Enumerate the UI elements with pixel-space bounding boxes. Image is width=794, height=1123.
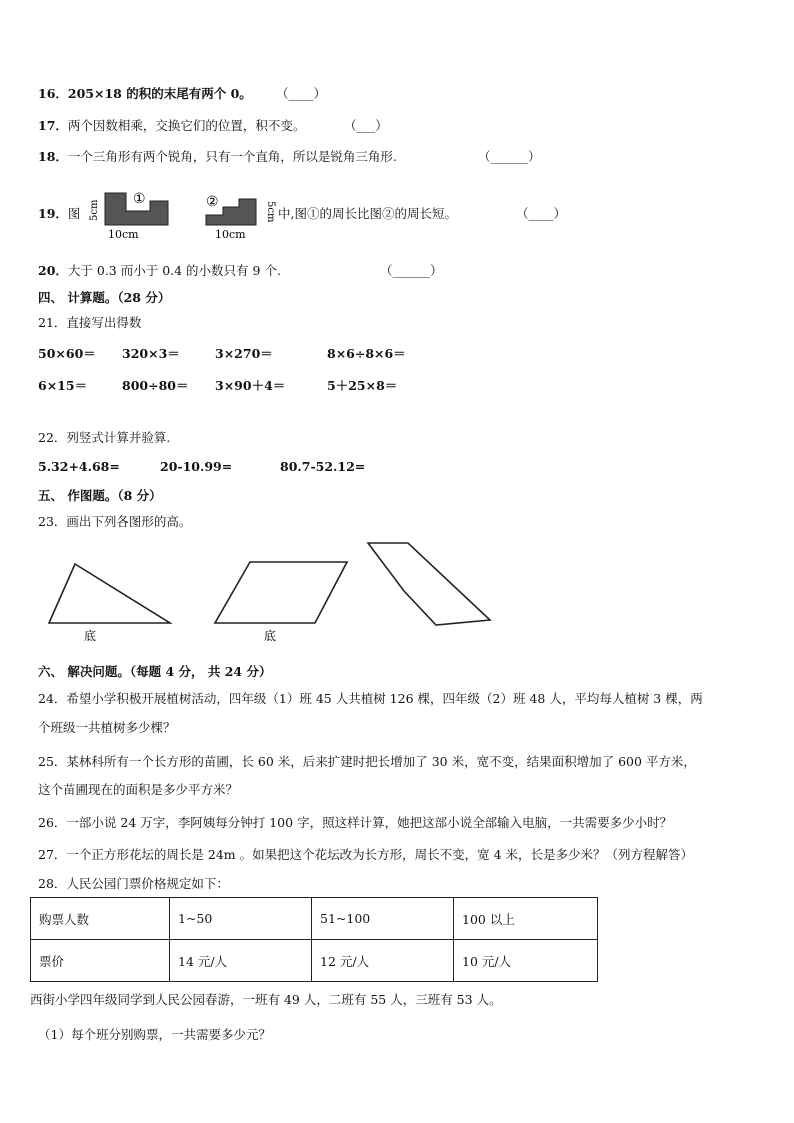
question-number: 17．: [38, 118, 68, 133]
calc-item: 3×90＋4＝: [215, 378, 286, 393]
figure-1-side-label: 5cm: [89, 199, 100, 221]
figure-2: [198, 183, 288, 243]
question-text: 205×18 的积的末尾有两个 0。: [67, 86, 252, 101]
table-cell: 100 以上: [454, 898, 598, 940]
table-cell: 10 元/人: [454, 940, 598, 982]
parallelogram-base-label: 底: [264, 629, 277, 643]
question-number: 19．: [38, 206, 68, 221]
question-number: 16．: [38, 86, 68, 101]
section-5-title: 五、 作图题。（8 分）: [38, 488, 162, 503]
vertical-calc-item: 5.32+4.68=: [38, 459, 120, 474]
table-cell: 购票人数: [31, 898, 170, 940]
question-28-title: 28．人民公园门票价格规定如下：: [38, 876, 229, 891]
table-cell: 14 元/人: [170, 940, 312, 982]
question-18: [38, 147, 397, 165]
figure-2-label: ②: [206, 194, 219, 210]
question-26: 26．一部小说 24 万字，李阿姨每分钟打 100 字，照这样计算，她把这部小说全部输入电脑，一共需要多少小时？: [38, 815, 673, 830]
question-number: 20．: [38, 263, 68, 278]
table-cell: 票价: [31, 940, 170, 982]
figure-2-bottom-label: 10cm: [215, 228, 246, 241]
table-cell: 51~100: [312, 898, 454, 940]
answer-blank-17[interactable]: （___）: [344, 118, 388, 133]
question-19: [38, 204, 80, 222]
question-25-line2: 这个苗圃现在的面积是多少平方米？: [38, 782, 239, 797]
calc-item: 50×60＝: [38, 346, 96, 361]
table-row: [31, 898, 598, 940]
section-6-title: 六、 解决问题。（每题 4 分， 共 24 分）: [38, 664, 272, 679]
question-text: 图: [67, 206, 81, 221]
calc-item: 3×270＝: [215, 346, 273, 361]
answer-blank-20[interactable]: （______）: [380, 263, 443, 278]
figure-1-label: ①: [133, 191, 146, 207]
question-24-line1: 24．希望小学积极开展植树活动，四年级（1）班 45 人共植树 126 棵，四年级（2）班 48 人，平均每人植树 3 棵，两: [38, 691, 703, 706]
figure-1: [80, 183, 190, 243]
question-28-description: 西街小学四年级同学到人民公园春游，一班有 49 人，二班有 55 人，三班有 53 人。: [30, 992, 502, 1007]
triangle-figure: [49, 564, 170, 623]
section-4-title: 四、 计算题。（28 分）: [38, 290, 171, 305]
answer-blank-19[interactable]: （____）: [516, 206, 567, 221]
triangle-base-label: 底: [84, 629, 97, 643]
calc-item: 8×6÷8×6＝: [327, 346, 406, 361]
vertical-calc-item: 20-10.99=: [160, 459, 233, 474]
answer-blank-16[interactable]: （____）: [276, 86, 327, 101]
table-row: [31, 940, 598, 982]
question-16: [38, 84, 252, 102]
trapezoid-figure: [368, 543, 490, 625]
answer-blank-18[interactable]: （______）: [478, 149, 541, 164]
question-text: 一个三角形有两个锐角，只有一个直角，所以是锐角三角形.: [67, 149, 397, 164]
parallelogram-figure: [215, 562, 347, 623]
question-20: [38, 261, 281, 279]
question-23-title: 23．画出下列各图形的高。: [38, 514, 192, 529]
question-number: 18．: [38, 149, 68, 164]
ticket-price-table: [30, 897, 598, 982]
calc-item: 800÷80＝: [122, 378, 189, 393]
figure-1-bottom-label: 10cm: [108, 228, 139, 241]
vertical-calc-item: 80.7-52.12=: [280, 459, 366, 474]
question-19-rest: 中,图①的周长比图②的周长短。: [278, 206, 457, 221]
question-25-line1: 25．某林科所有一个长方形的苗圃，长 60 米，后来扩建时把长增加了 30 米，宽不变，结果面积增加了 600 平方米，: [38, 754, 696, 769]
table-cell: 1~50: [170, 898, 312, 940]
question-28-sub1: （1）每个班分别购票，一共需要多少元？: [38, 1027, 271, 1042]
question-22-title: 22．列竖式计算并验算.: [38, 430, 171, 445]
question-text: 两个因数相乘，交换它们的位置，积不变。: [67, 118, 306, 133]
question-27: 27．一个正方形花坛的周长是 24m 。如果把这个花坛改为长方形，周长不变，宽 4 米，长是多少米？（列方程解答）: [38, 847, 694, 862]
calc-item: 320×3＝: [122, 346, 180, 361]
calc-item: 6×15＝: [38, 378, 88, 393]
geometry-figures: [40, 540, 510, 650]
question-24-line2: 个班级一共植树多少棵？: [38, 720, 176, 735]
question-17: [38, 116, 305, 134]
calc-item: 5＋25×8＝: [327, 378, 398, 393]
question-text: 大于 0.3 而小于 0.4 的小数只有 9 个.: [67, 263, 281, 278]
question-21-title: 21．直接写出得数: [38, 315, 142, 330]
figure-2-side-label: 5cm: [265, 201, 276, 223]
table-cell: 12 元/人: [312, 940, 454, 982]
